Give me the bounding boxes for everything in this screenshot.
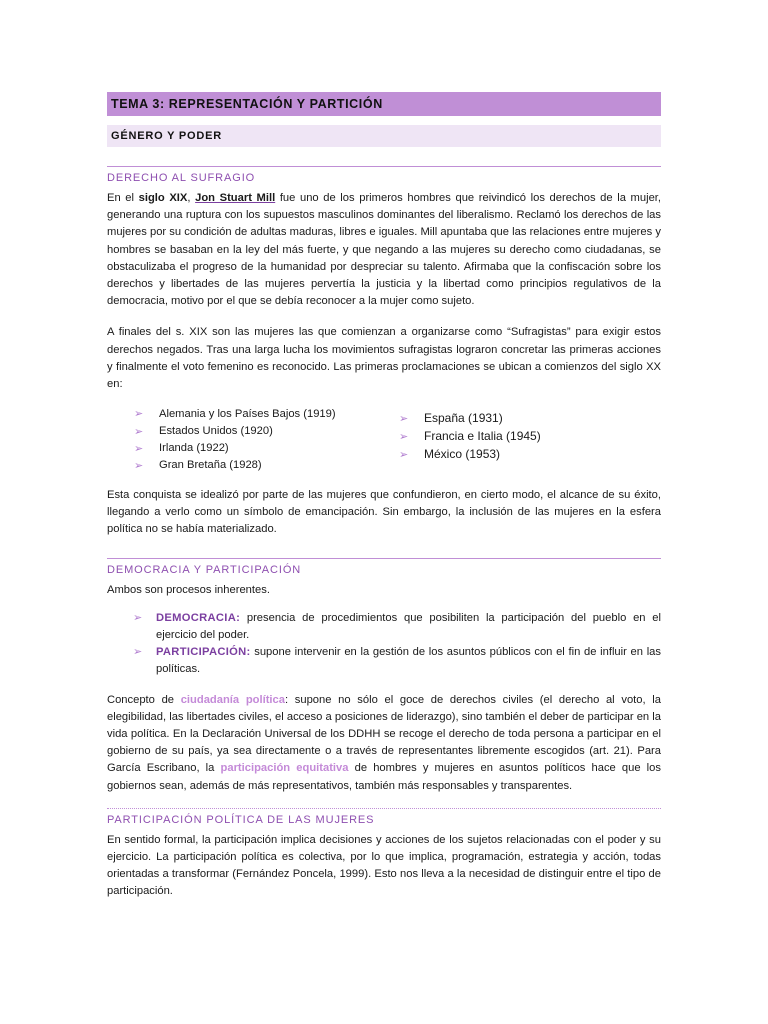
arrow-right-icon: ➢ [399,430,409,443]
list-item [134,405,399,422]
text-run: supone intervenir en la gestión de los asuntos públicos con el fin de influir en las políticas. [156,646,661,676]
definition-item [133,644,661,678]
paragraph-participacion: En sentido formal, la participación implica decisiones y acciones de los sujetos relacionadas con el poder y su ejercicio. La participación política es colectiva, por lo que implica, programación, estrategia y acción, todas orientadas a transformar (Fernández Poncela, 1999). Esto nos lleva a la necesidad de distinguir entre el tipo de participación. [107,833,661,898]
arrow-right-icon: ➢ [399,412,409,425]
document-title-bar [107,92,661,116]
bold-siglo-xix: siglo XIX [138,192,188,204]
paragraph-mill [107,190,661,310]
list-item-label: Alemania y los Países Bajos (1919) [159,407,336,420]
document-title: TEMA 3: REPRESENTACIÓN Y PARTICIÓN [111,97,383,111]
paragraph-sufragistas: A finales del s. XIX son las mujeres las que comienzan a organizarse como “Sufragistas” para exigir estos derechos negados. Tras una larga lucha los movimientos sufragistas lograron concretar las primeras acciones y finalmente el voto femenino es reconocido. Las primeras proclamaciones se ubican a comienzos del siglo XX en: [107,326,661,391]
highlight-ciudadania-politica: ciudadanía política [180,693,285,706]
list-item-label: Francia e Italia (1945) [424,429,541,444]
definition-item [133,610,661,644]
definition-list [107,610,661,679]
arrow-right-icon: ➢ [133,646,143,659]
text-run: En el [107,192,139,204]
list-item [399,409,541,427]
list-item [399,427,541,445]
paragraph-inherentes: Ambos son procesos inherentes. [107,583,270,596]
country-list-right [399,405,541,474]
text-run: : supone no sólo el goce de derechos civiles (el derecho al voto, la elegibilidad, las libertades civiles, el acceso a posiciones de liderazgo), sino también el deber de participar en la vida política. En la Declaración Universal de los DDHH se recoge el derecho de toda persona a participar en el gobierno de su país, ya sea directamente o a través de representantes libremente escogidos (art. 21). Para García Escribano, la [107,693,661,775]
definition-term: PARTICIPACIÓN: [156,646,251,659]
section-heading-mujeres: PARTICIPACIÓN POLÍTICA DE LAS MUJERES [107,808,661,826]
text-run: , [187,192,196,204]
list-item [134,457,399,474]
text-run: presencia de procedimientos que posibiliten la participación del pueblo en el ejercicio del poder. [156,611,661,641]
document-subtitle-bar [107,125,661,147]
arrow-right-icon: ➢ [134,442,144,455]
list-item-label: Gran Bretaña (1928) [159,459,262,472]
arrow-right-icon: ➢ [399,448,409,461]
list-item [134,440,399,457]
list-item-label: Irlanda (1922) [159,442,229,455]
arrow-right-icon: ➢ [134,408,144,421]
list-item-label: España (1931) [424,411,503,426]
arrow-right-icon: ➢ [133,611,143,624]
paragraph-ciudadania [107,692,661,795]
document-page [107,92,661,901]
paragraph-conquista: Esta conquista se idealizó por parte de las mujeres que confundieron, en cierto modo, el alcance de su éxito, llegando a verlo como un símbolo de emancipación. Sin embargo, la inclusión de las mujeres en la esfera política no se había materializado. [107,488,661,536]
list-item [399,445,541,463]
text-run: de hombres y mujeres en asuntos políticos hace que los gobiernos sean, además de más representativos, también más responsables y transparentes. [107,762,661,792]
definition-text [156,610,661,644]
section-heading-democracia: DEMOCRACIA Y PARTICIPACIÓN [107,558,661,576]
country-list-left [107,405,399,474]
list-item-label: Estados Unidos (1920) [159,425,273,438]
arrow-right-icon: ➢ [134,459,144,472]
highlight-participacion-equitativa: participación equitativa [220,762,349,775]
arrow-right-icon: ➢ [134,425,144,438]
country-lists [107,405,661,474]
document-subtitle: GÉNERO Y PODER [111,130,223,142]
definition-text [156,644,661,678]
text-run: Concepto de [107,693,181,706]
section-heading-sufragio: DERECHO AL SUFRAGIO [107,166,661,184]
definition-term: DEMOCRACIA: [156,611,241,624]
text-run: fue uno de los primeros hombres que reivindicó los derechos de la mujer, generando una ruptura con los supuestos masculinos dominantes del liberalismo. Reclamó los derechos de las mujeres por su condición de adultas maduras, libres e iguales. Mill apuntaba que las relaciones entre mujeres y hombres se basaban en la ley del más fuerte, y que negando a las mujeres su derecho como ciudadanas, se obstaculizaba el progreso de la humanidad por despreciar su talento. Afirmaba que la confiscación sobre los derechos y libertades de las mujeres pervertía la justicia y la libertad como principios regulativos de la democracia, motivo por el que se debía reconocer a la mujer como sujeto. [107,192,662,308]
author-name-mill: Jon Stuart Mill [195,192,276,204]
list-item [134,422,399,439]
list-item-label: México (1953) [424,447,501,462]
